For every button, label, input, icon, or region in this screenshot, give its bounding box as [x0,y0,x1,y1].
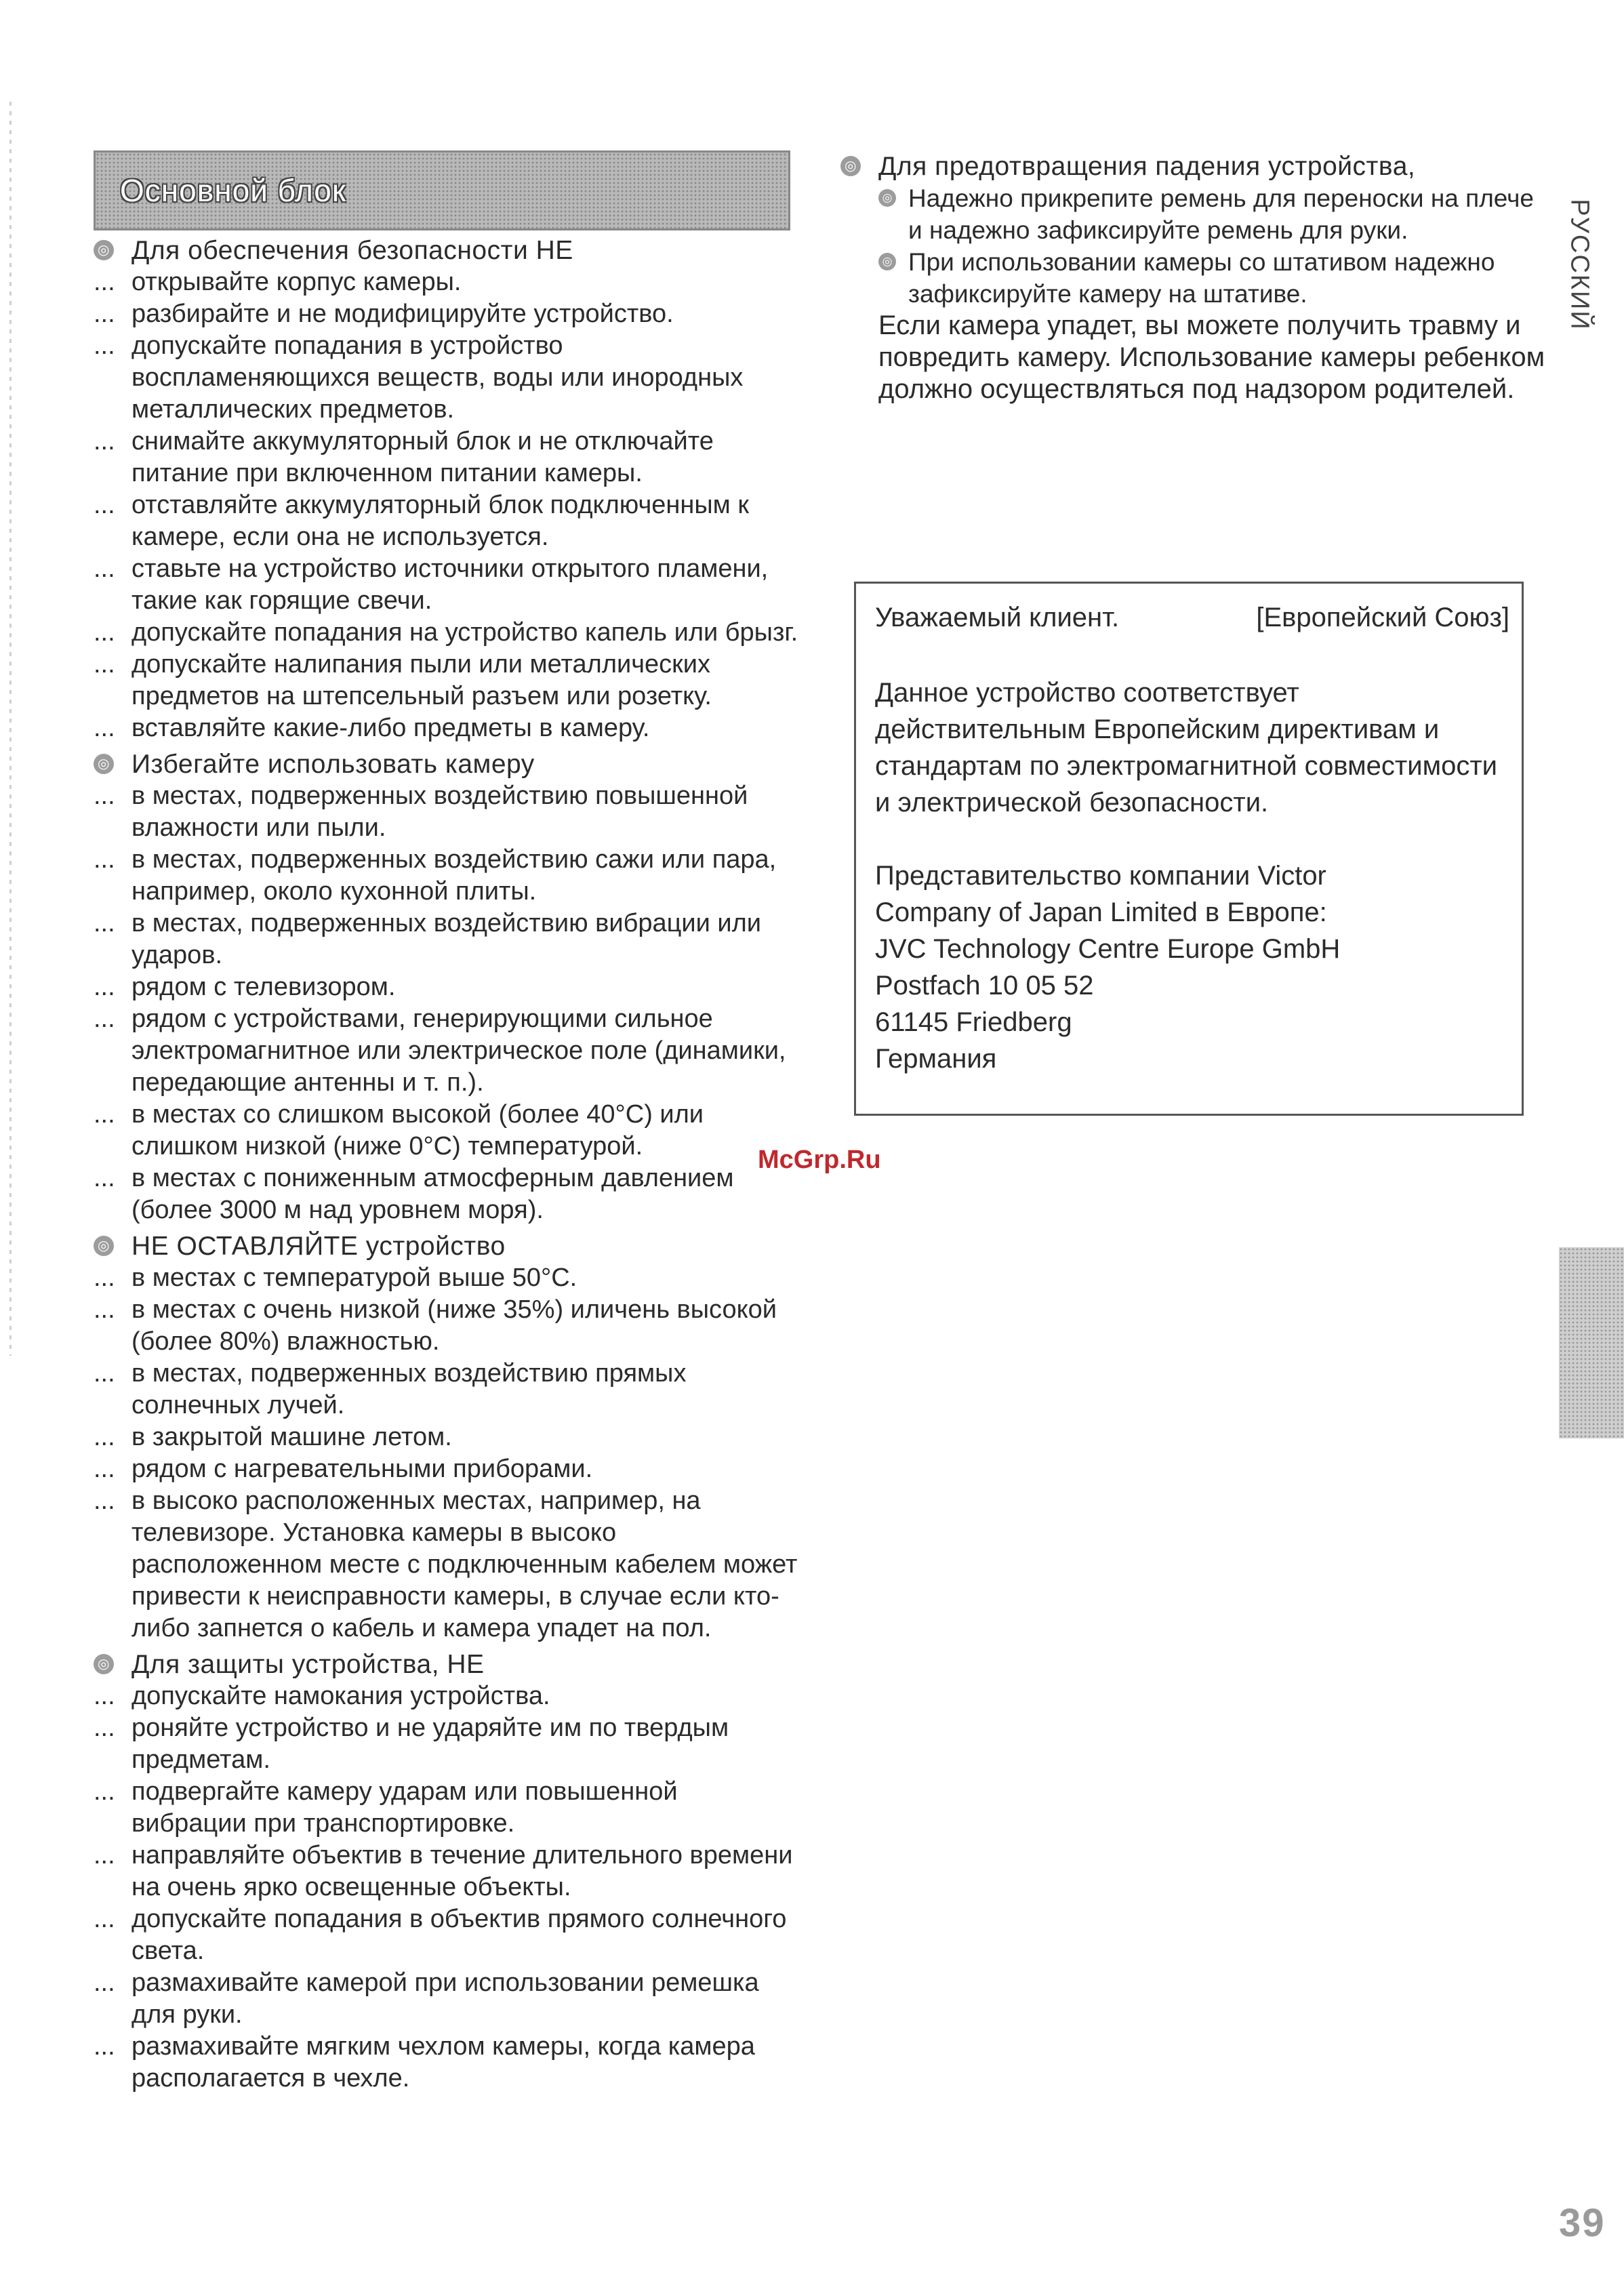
ellipsis-marker: ... [94,1359,115,1388]
list-item [94,971,798,1003]
ellipsis-marker: ... [94,1487,115,1515]
eu-notice-box [854,582,1524,1116]
group-item-list [94,1680,798,2095]
list-item [94,1421,798,1453]
list-item [94,1680,798,1712]
left-column [94,150,798,2095]
list-item [94,1903,798,1967]
ellipsis-marker: ... [94,1005,115,1033]
list-item-text: направляйте объектив в течение длительного времени на очень ярко освещенные объекты. [131,1841,793,1901]
ellipsis-marker: ... [94,491,115,519]
list-item [94,1485,798,1644]
bullet-icon: ◎ [840,156,861,176]
eu-address [875,857,1509,1077]
list-item-text: разбирайте и не модифицируйте устройство. [131,300,674,328]
ellipsis-marker: ... [94,1164,115,1192]
sub-list-item-text: Надежно прикрепите ремень для переноски на плече и надежно зафиксируйте ремень для руки. [908,184,1534,244]
group-heading [94,1649,798,1680]
ellipsis-marker: ... [94,1264,115,1292]
list-item [94,489,798,553]
list-item [94,844,798,908]
list-item-text: открывайте корпус камеры. [131,268,462,296]
group-heading-text: Избегайте использовать камеру [131,750,535,779]
ellipsis-marker: ... [94,427,115,456]
ellipsis-marker: ... [94,300,115,328]
safety-group [94,748,798,1226]
ellipsis-marker: ... [94,618,115,647]
bullet-icon: ◎ [94,240,114,260]
list-item [94,1776,798,1840]
list-item-text: допускайте попадания на устройство капель или брызг. [131,618,798,647]
address-line: Германия [875,1044,997,1074]
list-item [94,1840,798,1903]
eu-notice-title [875,597,1509,638]
fall-warning-text: Если камера упадет, вы можете получить травму и повредить камеру. Использование камеры ребенком должно осуществляться под надзором родителей. [878,310,1545,404]
list-item [94,1163,798,1226]
list-item [94,298,798,330]
ellipsis-marker: ... [94,973,115,1001]
bullet-icon: ◎ [878,189,896,207]
section-banner-title: Основной блок [120,173,347,208]
bullet-icon: ◎ [94,1654,114,1674]
group-heading [94,748,798,780]
ellipsis-marker: ... [94,650,115,679]
list-item [94,553,798,617]
ellipsis-marker: ... [94,1777,115,1806]
list-item-text: ставьте на устройство источники открытого пламени, такие как горящие свечи. [131,554,769,615]
group-heading-text: Для защиты устройства, НЕ [131,1650,485,1679]
list-item [94,649,798,712]
safety-groups [94,235,798,2095]
group-heading-text: НЕ ОСТАВЛЯЙТЕ устройство [131,1232,506,1261]
bullet-icon: ◎ [94,754,114,774]
group-heading [94,235,798,266]
ellipsis-marker: ... [94,714,115,742]
list-item [94,1262,798,1294]
list-item-text: размахивайте мягким чехлом камеры, когда камера располагается в чехле. [131,2032,755,2093]
list-item-text: в закрытой машине летом. [131,1423,452,1451]
section-banner [94,150,790,230]
page-number: 39 [1559,2201,1606,2245]
address-line: 61145 Friedberg [875,1007,1072,1037]
address-line: Представительство компании Victor [875,861,1326,891]
list-item-text: допускайте попадания в устройство воспламеняющихся веществ, воды или инородных металлических предметов. [131,331,744,424]
address-line: Company of Japan Limited в Европе: [875,897,1327,927]
ellipsis-marker: ... [94,845,115,874]
ellipsis-marker: ... [94,1682,115,1710]
eu-compliance-text: Данное устройство соответствует действительным Европейским директивам и стандартам по электромагнитной совместимости и электрической безопасности. [875,678,1497,817]
eu-greeting: Уважаемый клиент. [875,603,1120,632]
right-heading: ◎ Для предотвращения падения устройства, [840,150,1545,182]
safety-group [94,235,798,744]
group-item-list [94,266,798,744]
list-item [94,1294,798,1358]
ellipsis-marker: ... [94,2032,115,2061]
list-item-text: рядом с нагревательными приборами. [131,1455,593,1483]
ellipsis-marker: ... [94,1423,115,1451]
list-item [94,712,798,744]
ellipsis-marker: ... [94,331,115,360]
group-item-list [94,780,798,1226]
language-tab [1559,169,1600,359]
list-item-text: в местах с пониженным атмосферным давлением (более 3000 м над уровнем моря). [131,1164,734,1224]
list-item [94,1358,798,1421]
eu-region: [Европейский Союз] [1256,603,1509,632]
list-item [94,780,798,844]
list-item-text: в местах, подверженных воздействию сажи или пара, например, около кухонной плиты. [131,845,777,906]
ellipsis-marker: ... [94,1455,115,1483]
language-label: РУССКИЙ [1565,198,1594,331]
ellipsis-marker: ... [94,1100,115,1129]
list-item-text: отставляйте аккумуляторный блок подключенным к камере, если она не используется. [131,491,749,551]
list-item [94,266,798,298]
list-item-text: снимайте аккумуляторный блок и не отключайте питание при включенном питании камеры. [131,427,714,487]
group-heading [94,1230,798,1262]
list-item-text: рядом с телевизором. [131,973,396,1001]
list-item-text: допускайте попадания в объектив прямого солнечного света. [131,1905,787,1965]
list-item-text: в высоко расположенных местах, например, на телевизоре. Установка камеры в высоко расположенном месте с подключенным кабелем может привести к неисправности камеры, в случае если кто-либо запнется о кабель и камера упадет на пол. [131,1487,798,1642]
list-item [94,330,798,426]
group-item-list [94,1262,798,1644]
sub-list-item [840,246,1545,310]
sub-list-item-text: При использовании камеры со штативом надежно зафиксируйте камеру на штативе. [908,248,1495,308]
address-line: JVC Technology Centre Europe GmbH [875,934,1341,964]
list-item-text: допускайте намокания устройства. [131,1682,550,1710]
list-item-text: роняйте устройство и не ударяйте им по твердым предметам. [131,1714,729,1774]
list-item-text: в местах с очень низкой (ниже 35%) иличень высокой (более 80%) влажностью. [131,1295,777,1356]
bullet-icon: ◎ [94,1236,114,1256]
right-column [840,150,1545,405]
watermark: McGrp.Ru [758,1146,881,1174]
list-item [94,1099,798,1163]
ellipsis-marker: ... [94,1841,115,1870]
list-item-text: в местах, подверженных воздействию вибрации или ударов. [131,909,762,969]
ellipsis-marker: ... [94,1968,115,1997]
address-line: Postfach 10 05 52 [875,971,1094,1001]
safety-group [94,1230,798,1644]
ellipsis-marker: ... [94,909,115,937]
list-item-text: в местах, подверженных воздействию повышенной влажности или пыли. [131,782,748,842]
list-item-text: в местах с температурой выше 50°С. [131,1264,577,1292]
ellipsis-marker: ... [94,268,115,296]
list-item [94,426,798,489]
list-item [94,617,798,649]
list-item-text: рядом с устройствами, генерирующими сильное электромагнитное или электрическое поле (динамики, передающие антенны и т. п.). [131,1005,786,1097]
ellipsis-marker: ... [94,1295,115,1324]
list-item-text: вставляйте какие-либо предметы в камеру. [131,714,650,742]
list-item [94,908,798,971]
list-item-text: в местах, подверженных воздействию прямых солнечных лучей. [131,1359,687,1419]
ellipsis-marker: ... [94,554,115,583]
list-item [94,1453,798,1485]
group-heading-text: Для обеспечения безопасности НЕ [131,236,573,265]
page-edge [9,102,12,1356]
bullet-icon: ◎ [878,253,896,270]
list-item-text: в местах со слишком высокой (более 40°С) или слишком низкой (ниже 0°С) температурой. [131,1100,704,1160]
ellipsis-marker: ... [94,782,115,810]
list-item [94,2031,798,2095]
list-item-text: размахивайте камерой при использовании ремешка для руки. [131,1968,759,2029]
list-item [94,1003,798,1099]
ellipsis-marker: ... [94,1714,115,1742]
right-sub-list [840,182,1545,310]
list-item-text: допускайте налипания пыли или металлических предметов на штепсельный разъем или розетку. [131,650,712,710]
list-item [94,1967,798,2031]
sub-list-item [840,182,1545,246]
safety-group [94,1649,798,2095]
list-item [94,1712,798,1776]
section-side-tab [1559,1247,1624,1438]
list-item-text: подвергайте камеру ударам или повышенной вибрации при транспортировке. [131,1777,678,1838]
ellipsis-marker: ... [94,1905,115,1933]
